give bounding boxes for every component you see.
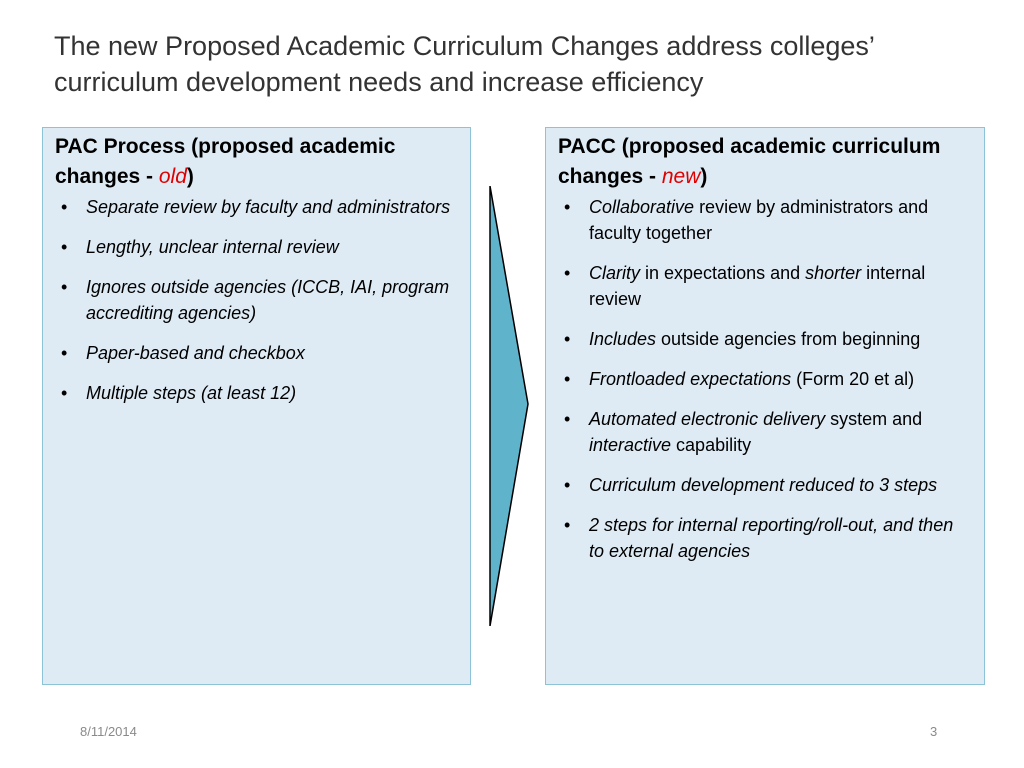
old-heading-suffix: ) xyxy=(186,165,194,188)
bullet-icon: • xyxy=(61,383,68,403)
emphasis-text: Clarity xyxy=(589,263,641,283)
list-item-text: Lengthy, unclear internal review xyxy=(86,237,339,257)
bullet-icon: • xyxy=(564,369,571,389)
bullet-icon: • xyxy=(564,197,571,217)
list-item-text: Separate review by faculty and administrators xyxy=(86,197,451,217)
bullet-icon: • xyxy=(61,277,68,297)
emphasis-text: Collaborative xyxy=(589,197,695,217)
emphasis-text: Automated electronic delivery xyxy=(589,409,826,429)
bullet-icon: • xyxy=(61,343,68,363)
emphasis-text: shorter xyxy=(805,263,862,283)
list-item-text: Ignores outside agencies (ICCB, IAI, program accrediting agencies) xyxy=(86,277,450,323)
list-item xyxy=(558,512,972,564)
list-item xyxy=(558,326,972,352)
bullet-icon: • xyxy=(564,515,571,535)
emphasis-text: Includes xyxy=(589,329,657,349)
list-item xyxy=(55,380,458,406)
list-item xyxy=(558,194,972,246)
plain-text: outside agencies from beginning xyxy=(656,329,921,349)
list-item xyxy=(558,472,972,498)
slide-title: The new Proposed Academic Curriculum Changes address colleges’ curriculum development needs and increase efficiency xyxy=(54,31,874,97)
old-process-panel xyxy=(42,127,471,685)
old-process-heading xyxy=(55,132,458,192)
list-item xyxy=(55,274,458,326)
list-item xyxy=(558,260,972,312)
list-item-text: Paper-based and checkbox xyxy=(86,343,305,363)
bullet-icon: • xyxy=(564,475,571,495)
new-heading-suffix: ) xyxy=(700,165,708,188)
new-process-list xyxy=(558,194,972,564)
old-heading-text: PAC Process (proposed academic changes - xyxy=(55,135,396,188)
plain-text: (Form 20 et al) xyxy=(791,369,915,389)
old-process-list xyxy=(55,194,458,406)
page-number: 3 xyxy=(930,724,938,739)
emphasis-text: Frontloaded expectations xyxy=(589,369,792,389)
list-item xyxy=(55,194,458,220)
plain-text: in expectations and xyxy=(640,263,806,283)
new-heading-text: PACC (proposed academic curriculum changes - xyxy=(558,135,941,188)
emphasis-text: Curriculum development reduced to 3 steps xyxy=(589,475,938,495)
new-heading-accent: new xyxy=(661,165,701,188)
plain-text: system and xyxy=(825,409,923,429)
list-item xyxy=(55,234,458,260)
arrow-shape xyxy=(490,186,528,626)
emphasis-text: interactive xyxy=(589,435,672,455)
list-item xyxy=(55,340,458,366)
list-item xyxy=(558,406,972,458)
bullet-icon: • xyxy=(564,329,571,349)
slide-date: 8/11/2014 xyxy=(80,724,137,739)
list-item xyxy=(558,366,972,392)
list-item-text: Multiple steps (at least 12) xyxy=(86,383,297,403)
bullet-icon: • xyxy=(61,197,68,217)
plain-text: review by administrators and faculty together xyxy=(589,197,929,243)
bullet-icon: • xyxy=(61,237,68,257)
chevron-right-arrow-icon xyxy=(488,186,530,626)
new-process-heading xyxy=(558,132,972,192)
plain-text: internal review xyxy=(589,263,926,309)
emphasis-text: 2 steps for internal reporting/roll-out, and then to external agencies xyxy=(589,515,954,561)
old-heading-accent: old xyxy=(158,165,187,188)
bullet-icon: • xyxy=(564,263,571,283)
plain-text: capability xyxy=(671,435,752,455)
new-process-panel xyxy=(545,127,985,685)
bullet-icon: • xyxy=(564,409,571,429)
